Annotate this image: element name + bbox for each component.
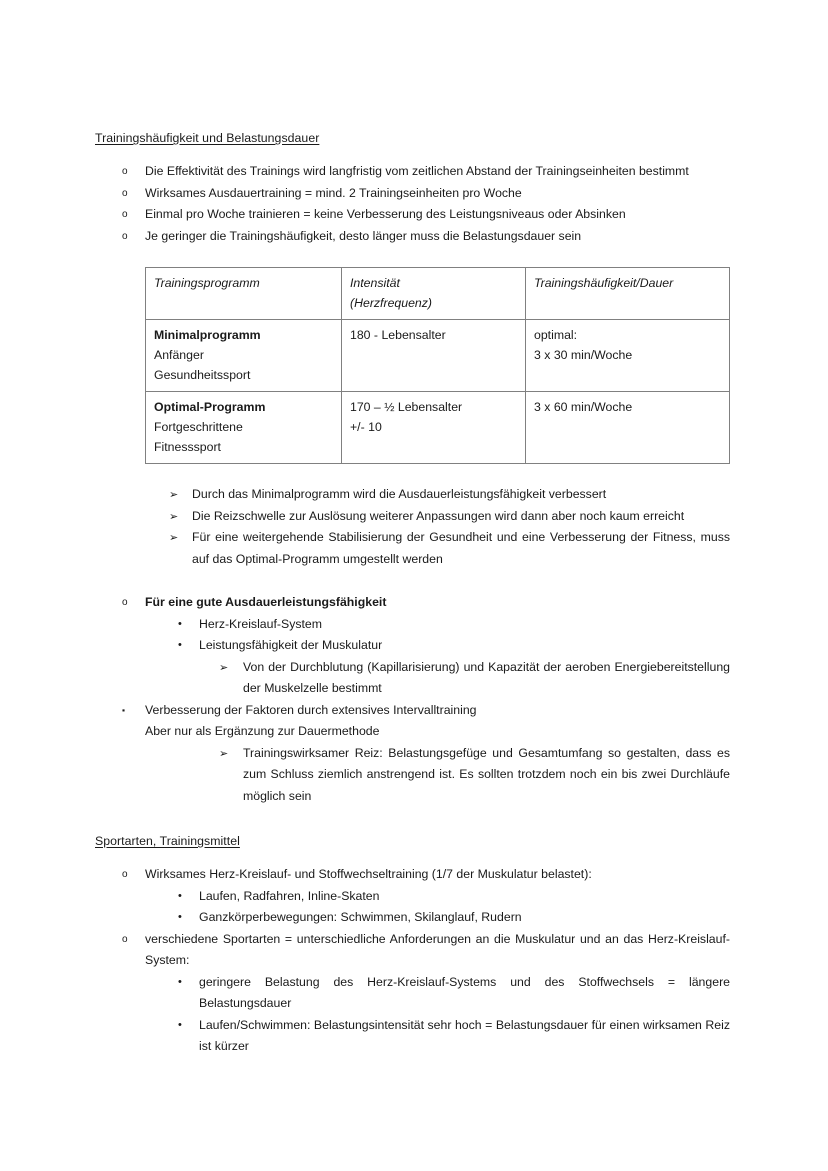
list-item	[178, 907, 730, 929]
circle-bullet-icon: o	[122, 209, 128, 220]
list-item-label: Für eine weitergehende Stabilisierung der Gesundheit und eine Verbesserung der Fitness, muss auf das Optimal-Programm umgestellt werden	[192, 530, 730, 566]
section-title-sportarten: Sportarten, Trainingsmittel	[95, 834, 240, 848]
list-item-label: Ganzkörperbewegungen: Schwimmen, Skilanglauf, Rudern	[199, 910, 522, 924]
dot-bullet-icon: •	[178, 889, 182, 902]
list-item-label: Für eine gute Ausdauerleistungsfähigkeit	[145, 595, 387, 609]
table-header-cell: Trainingshäufigkeit/Dauer	[526, 268, 730, 320]
table-cell-frequency: 3 x 60 min/Woche	[526, 392, 730, 464]
table-cell-program: Minimalprogramm Anfänger Gesundheitssport	[146, 320, 342, 392]
table-cell-program: Optimal-Programm Fortgeschrittene Fitnesssport	[146, 392, 342, 464]
interval-continuation-line: Aber nur als Ergänzung zur Dauermethode	[145, 724, 380, 738]
arrow-bullet-icon: ➢	[219, 661, 229, 674]
training-program-table-wrapper	[145, 267, 730, 464]
list-item	[122, 183, 730, 205]
list-item	[219, 743, 730, 808]
list-item	[122, 161, 730, 183]
list-item	[178, 614, 730, 636]
arrow-bullet-icon: ➢	[169, 532, 179, 544]
list-item	[178, 972, 730, 1015]
list-item	[169, 506, 730, 528]
circle-bullet-icon: o	[122, 869, 128, 880]
list-item	[219, 657, 730, 700]
list-item-label: Verbesserung der Faktoren durch extensives Intervalltraining	[145, 702, 477, 717]
table-cell-intensity: 180 - Lebensalter	[342, 320, 526, 392]
list-item	[122, 204, 730, 226]
list-item-label: geringere Belastung des Herz-Kreislauf-Systems und des Stoffwechsels = längere Belastungsdauer	[199, 974, 730, 1010]
list-item	[178, 1015, 730, 1058]
dot-bullet-icon: •	[178, 975, 182, 988]
list-item-label: Laufen, Radfahren, Inline-Skaten	[199, 888, 380, 903]
circle-bullet-icon: o	[122, 933, 128, 945]
list-item	[122, 864, 730, 886]
list-item	[169, 484, 730, 506]
dot-bullet-icon: •	[178, 639, 182, 651]
list-item	[122, 226, 730, 248]
dot-bullet-icon: •	[178, 1018, 182, 1031]
table-header-cell: Trainingsprogramm	[146, 268, 342, 320]
list-item-label: Wirksames Ausdauertraining = mind. 2 Trainingseinheiten pro Woche	[145, 185, 522, 200]
table-row	[146, 392, 730, 464]
circle-bullet-icon: o	[122, 187, 128, 199]
list-item-label: verschiedene Sportarten = unterschiedliche Anforderungen an die Muskulatur und an das Herz-Kreislauf-System:	[145, 931, 730, 967]
list-item-label: Herz-Kreislauf-System	[199, 616, 322, 631]
circle-bullet-icon: o	[122, 230, 128, 242]
spacer	[95, 570, 730, 592]
arrow-bullet-icon: ➢	[219, 747, 229, 760]
training-program-table	[145, 267, 730, 464]
page-title: Trainingshäufigkeit und Belastungsdauer	[95, 131, 320, 145]
circle-bullet-icon: o	[122, 597, 128, 608]
document-content	[95, 130, 730, 1058]
list-item	[178, 635, 730, 657]
table-cell-frequency: optimal: 3 x 30 min/Woche	[526, 320, 730, 392]
list-item-label: Je geringer die Trainingshäufigkeit, desto länger muss die Belastungsdauer sein	[145, 228, 582, 243]
list-item	[178, 886, 730, 908]
table-row	[146, 320, 730, 392]
list-item	[122, 700, 730, 722]
list-item-label: Wirksames Herz-Kreislauf- und Stoffwechseltraining (1/7 der Muskulatur belastet):	[145, 867, 592, 881]
arrow-bullet-icon: ➢	[169, 489, 179, 501]
list-item-label: Laufen/Schwimmen: Belastungsintensität sehr hoch = Belastungsdauer für einen wirksamen Reiz ist kürzer	[199, 1017, 730, 1053]
list-item-label: Die Reizschwelle zur Auslösung weiterer Anpassungen wird dann aber noch kaum erreicht	[192, 508, 685, 523]
list-item-label: Die Effektivität des Trainings wird langfristig vom zeitlichen Abstand der Trainingseinheiten bestimmt	[145, 164, 689, 178]
list-item-label: Durch das Minimalprogramm wird die Ausdauerleistungsfähigkeit verbessert	[192, 487, 607, 501]
square-bullet-icon: ▪	[122, 704, 126, 715]
list-item-label: Von der Durchblutung (Kapillarisierung) und Kapazität der aeroben Energiebereitstellung der Muskelzelle bestimmt	[243, 659, 730, 695]
dot-bullet-icon: •	[178, 617, 182, 630]
list-item	[169, 527, 730, 570]
list-item-endurance-title	[122, 592, 730, 614]
dot-bullet-icon: •	[178, 911, 182, 923]
circle-bullet-icon: o	[122, 166, 128, 177]
list-item-label: Einmal pro Woche trainieren = keine Verbesserung des Leistungsniveaus oder Absinken	[145, 207, 626, 221]
list-item-label: Leistungsfähigkeit der Muskulatur	[199, 638, 383, 652]
arrow-bullet-icon: ➢	[169, 510, 179, 523]
table-header-row	[146, 268, 730, 320]
list-item	[122, 929, 730, 972]
table-header-cell: Intensität (Herzfrequenz)	[342, 268, 526, 320]
list-item-label: Trainingswirksamer Reiz: Belastungsgefüge und Gesamtumfang so gestalten, dass es zum Schluss ziemlich anstrengend ist. Es sollten trotzdem noch ein bis zwei Durchläufe möglich sein	[243, 745, 730, 803]
table-cell-intensity: 170 – ½ Lebensalter +/- 10	[342, 392, 526, 464]
